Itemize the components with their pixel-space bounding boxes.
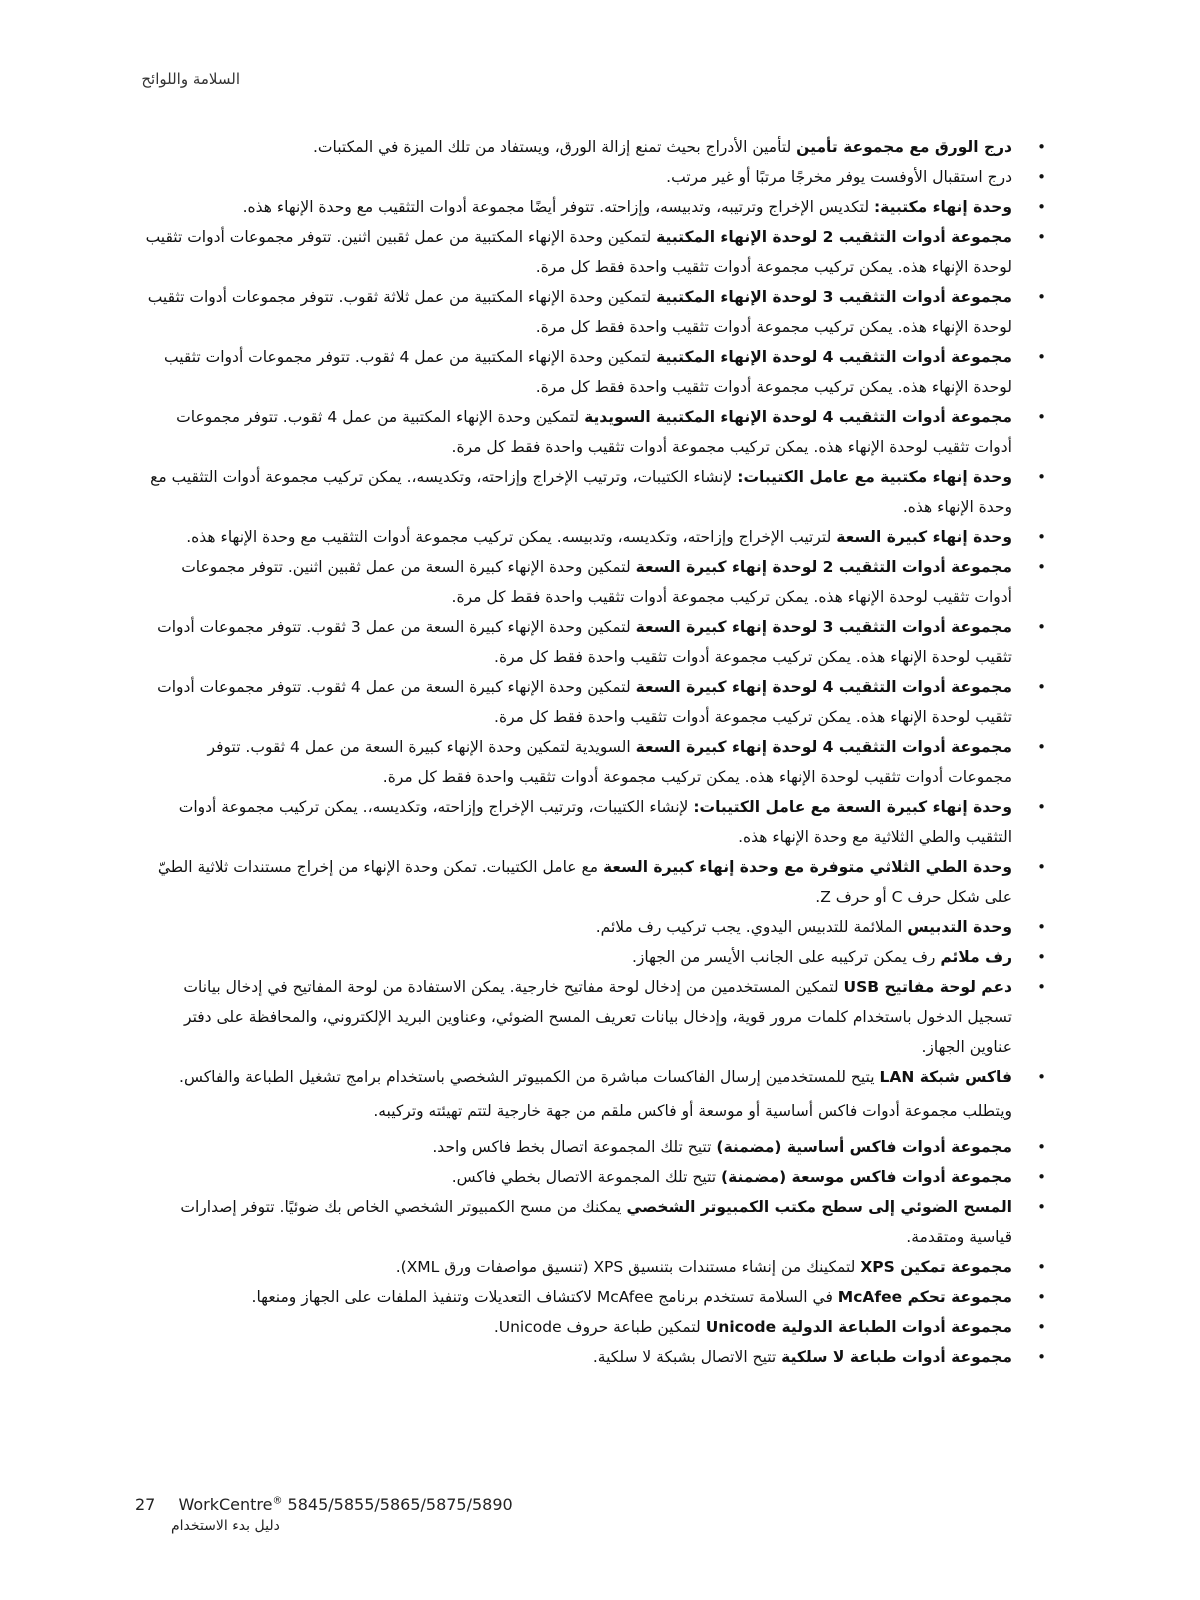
item-description: تتيح الاتصال بشبكة لا سلكية. (592, 1348, 782, 1366)
item-description: لتكديس الإخراج وترتيبه، وتدبيسه، وإزاحته. تتوفر أيضًا مجموعة أدوات التثقيب مع وحدة الإنهاء هذه. (242, 198, 874, 216)
running-header: السلامة واللوائح (141, 70, 240, 88)
item-term: وحدة إنهاء كبيرة السعة مع عامل الكتيبات: (693, 798, 1012, 816)
item-term: مجموعة أدوات التثقيب 2 لوحدة إنهاء كبيرة السعة (635, 558, 1012, 576)
item-description: في السلامة تستخدم برنامج McAfee لاكتشاف التعديلات وتنفيذ الملفات على الجهاز ومنعها. (251, 1288, 838, 1306)
list-note (140, 1096, 1060, 1126)
item-description: لتمكين المستخدمين من إدخال لوحة مفاتيح خارجية. يمكن الاستفادة من لوحة المفاتيح في إدخال بيانات تسجيل الدخول باستخدام كلمات مرور قوية، وإدخال بيانات تعريف المسح الضوئي، وعناوين البريد الإلكتروني، والمحافظة على دفتر عناوين الجهاز. (183, 978, 1012, 1056)
item-term: فاكس شبكة LAN (879, 1068, 1012, 1086)
item-term: مجموعة تحكم McAfee (837, 1288, 1012, 1306)
item-description: لتمكين وحدة الإنهاء المكتبية من عمل ثقبين اثنين. تتوفر مجموعات أدوات تثقيب لوحدة الإنهاء هذه. يمكن تركيب مجموعة أدوات تثقيب واحدة فقط كل مرة. (145, 228, 1012, 276)
list-item (140, 282, 1060, 342)
list-item (140, 1312, 1060, 1342)
trademark-symbol: ® (272, 1495, 283, 1507)
item-description: لتمكين وحدة الإنهاء كبيرة السعة من عمل 3 ثقوب. تتوفر مجموعات أدوات تثقيب لوحدة الإنهاء هذه. يمكن تركيب مجموعة أدوات تثقيب واحدة فقط كل مرة. (157, 618, 1012, 666)
item-description: يمكنك من مسح الكمبيوتر الشخصي الخاص بك ضوئيًا. تتوفر إصدارات قياسية ومتقدمة. (180, 1198, 1012, 1246)
item-term: وحدة التدبيس (907, 918, 1012, 936)
page-number: 27 (135, 1495, 156, 1514)
list-item (140, 462, 1060, 522)
list-item (140, 192, 1060, 222)
list-item (140, 672, 1060, 732)
item-description: لتأمين الأدراج بحيث تمنع إزالة الورق، ويستفاد من تلك الميزة في المكتبات. (313, 138, 797, 156)
item-description: لتمكينك من إنشاء مستندات بتنسيق XPS (تنسيق مواصفات ورق XML). (395, 1258, 861, 1276)
item-description: لتمكين وحدة الإنهاء المكتبية من عمل ثلاثة ثقوب. تتوفر مجموعات أدوات تثقيب لوحدة الإنهاء هذه. يمكن تركيب مجموعة أدوات تثقيب واحدة فقط كل مرة. (147, 288, 1012, 336)
item-term: درج الورق مع مجموعة تأمين (796, 138, 1012, 156)
item-description: رف يمكن تركيبه على الجانب الأيسر من الجهاز. (631, 948, 941, 966)
list-item (140, 1192, 1060, 1252)
item-description: تتيح تلك المجموعة اتصال بخط فاكس واحد. (432, 1138, 717, 1156)
list-item (140, 1162, 1060, 1192)
feature-list (140, 132, 1060, 1372)
list-item (140, 1282, 1060, 1312)
item-term: مجموعة أدوات التثقيب 4 لوحدة الإنهاء المكتبية السويدية (584, 408, 1012, 426)
list-item (140, 942, 1060, 972)
item-term: مجموعة تمكين XPS (860, 1258, 1012, 1276)
list-item (140, 612, 1060, 672)
list-item (140, 132, 1060, 162)
item-description: ويتطلب مجموعة أدوات فاكس أساسية أو موسعة أو فاكس ملقم من جهة خارجية لتتم تهيئته وتركيبه. (373, 1102, 1012, 1120)
item-term: وحدة الطي الثلاثي متوفرة مع وحدة إنهاء كبيرة السعة (602, 858, 1012, 876)
item-term: مجموعة أدوات التثقيب 2 لوحدة الإنهاء المكتبية (656, 228, 1012, 246)
product-name: WorkCentre (178, 1495, 273, 1514)
list-item (140, 972, 1060, 1062)
item-description: لتمكين وحدة الإنهاء كبيرة السعة من عمل ثقبين اثنين. تتوفر مجموعات أدوات تثقيب لوحدة الإنهاء هذه. يمكن تركيب مجموعة أدوات تثقيب واحدة فقط كل مرة. (181, 558, 1012, 606)
item-term: مجموعة أدوات فاكس موسعة (مضمنة) (721, 1168, 1012, 1186)
item-description: الملائمة للتدبيس اليدوي. يجب تركيب رف ملائم. (595, 918, 908, 936)
list-item (140, 1252, 1060, 1282)
item-description: لتمكين وحدة الإنهاء كبيرة السعة من عمل 4 ثقوب. تتوفر مجموعات أدوات تثقيب لوحدة الإنهاء هذه. يمكن تركيب مجموعة أدوات تثقيب واحدة فقط كل مرة. (157, 678, 1012, 726)
item-term: مجموعة أدوات فاكس أساسية (مضمنة) (716, 1138, 1012, 1156)
item-term: مجموعة أدوات التثقيب 4 لوحدة إنهاء كبيرة السعة (635, 738, 1012, 756)
item-description: درج استقبال الأوفست يوفر مخرجًا مرتبًا أو غير مرتب. (666, 168, 1012, 186)
item-description: لترتيب الإخراج وإزاحته، وتكديسه، وتدبيسه. يمكن تركيب مجموعة أدوات التثقيب مع وحدة الإنهاء هذه. (186, 528, 837, 546)
list-item (140, 1062, 1060, 1092)
page-footer (135, 1495, 513, 1534)
item-description: السويدية لتمكين وحدة الإنهاء كبيرة السعة من عمل 4 ثقوب. تتوفر مجموعات أدوات تثقيب لوحدة الإنهاء هذه. يمكن تركيب مجموعة أدوات تثقيب واحدة فقط كل مرة. (207, 738, 1012, 786)
item-term: مجموعة أدوات التثقيب 4 لوحدة إنهاء كبيرة السعة (635, 678, 1012, 696)
item-description: يتيح للمستخدمين إرسال الفاكسات مباشرة من الكمبيوتر الشخصي باستخدام برامج تشغيل الطباعة والفاكس. (179, 1068, 880, 1086)
list-item (140, 342, 1060, 402)
list-item (140, 522, 1060, 552)
list-item (140, 732, 1060, 792)
item-description: لإنشاء الكتيبات، وترتيب الإخراج وإزاحته، وتكديسه،. يمكن تركيب مجموعة أدوات التثقيب مع وحدة الإنهاء هذه. (150, 468, 1012, 516)
item-term: مجموعة أدوات طباعة لا سلكية (781, 1348, 1012, 1366)
list-item (140, 912, 1060, 942)
item-description: لتمكين وحدة الإنهاء المكتبية من عمل 4 ثقوب. تتوفر مجموعات أدوات تثقيب لوحدة الإنهاء هذه. يمكن تركيب مجموعة أدوات تثقيب واحدة فقط كل مرة. (176, 408, 1012, 456)
item-term: وحدة إنهاء كبيرة السعة (836, 528, 1012, 546)
list-item (140, 852, 1060, 912)
item-term: وحدة إنهاء مكتبية: (873, 198, 1012, 216)
item-term: مجموعة أدوات التثقيب 3 لوحدة الإنهاء المكتبية (656, 288, 1012, 306)
list-item (140, 222, 1060, 282)
item-description: تتيح تلك المجموعة الاتصال بخطي فاكس. (451, 1168, 721, 1186)
item-term: رف ملائم (940, 948, 1012, 966)
product-models: 5845/5855/5865/5875/5890 (282, 1495, 513, 1514)
list-item (140, 792, 1060, 852)
list-item (140, 402, 1060, 462)
item-description: مع عامل الكتيبات. تمكن وحدة الإنهاء من إخراج مستندات ثلاثية الطيّ على شكل حرف C أو حرف Z. (157, 858, 1012, 906)
item-term: مجموعة أدوات الطباعة الدولية Unicode (705, 1318, 1012, 1336)
list-item (140, 552, 1060, 612)
list-item (140, 1132, 1060, 1162)
item-term: المسح الضوئي إلى سطح مكتب الكمبيوتر الشخصي (626, 1198, 1012, 1216)
item-term: مجموعة أدوات التثقيب 3 لوحدة إنهاء كبيرة السعة (635, 618, 1012, 636)
list-item (140, 162, 1060, 192)
guide-title: دليل بدء الاستخدام (171, 1518, 280, 1534)
item-description: لإنشاء الكتيبات، وترتيب الإخراج وإزاحته، وتكديسه،. يمكن تركيب مجموعة أدوات التثقيب والطي الثلاثية مع وحدة الإنهاء هذه. (178, 798, 1012, 846)
item-term: مجموعة أدوات التثقيب 4 لوحدة الإنهاء المكتبية (656, 348, 1012, 366)
list-item (140, 1342, 1060, 1372)
item-description: لتمكين وحدة الإنهاء المكتبية من عمل 4 ثقوب. تتوفر مجموعات أدوات تثقيب لوحدة الإنهاء هذه. يمكن تركيب مجموعة أدوات تثقيب واحدة فقط كل مرة. (164, 348, 1012, 396)
item-term: وحدة إنهاء مكتبية مع عامل الكتيبات: (737, 468, 1012, 486)
item-term: دعم لوحة مفاتيح USB (843, 978, 1012, 996)
item-description: لتمكين طباعة حروف Unicode. (493, 1318, 706, 1336)
